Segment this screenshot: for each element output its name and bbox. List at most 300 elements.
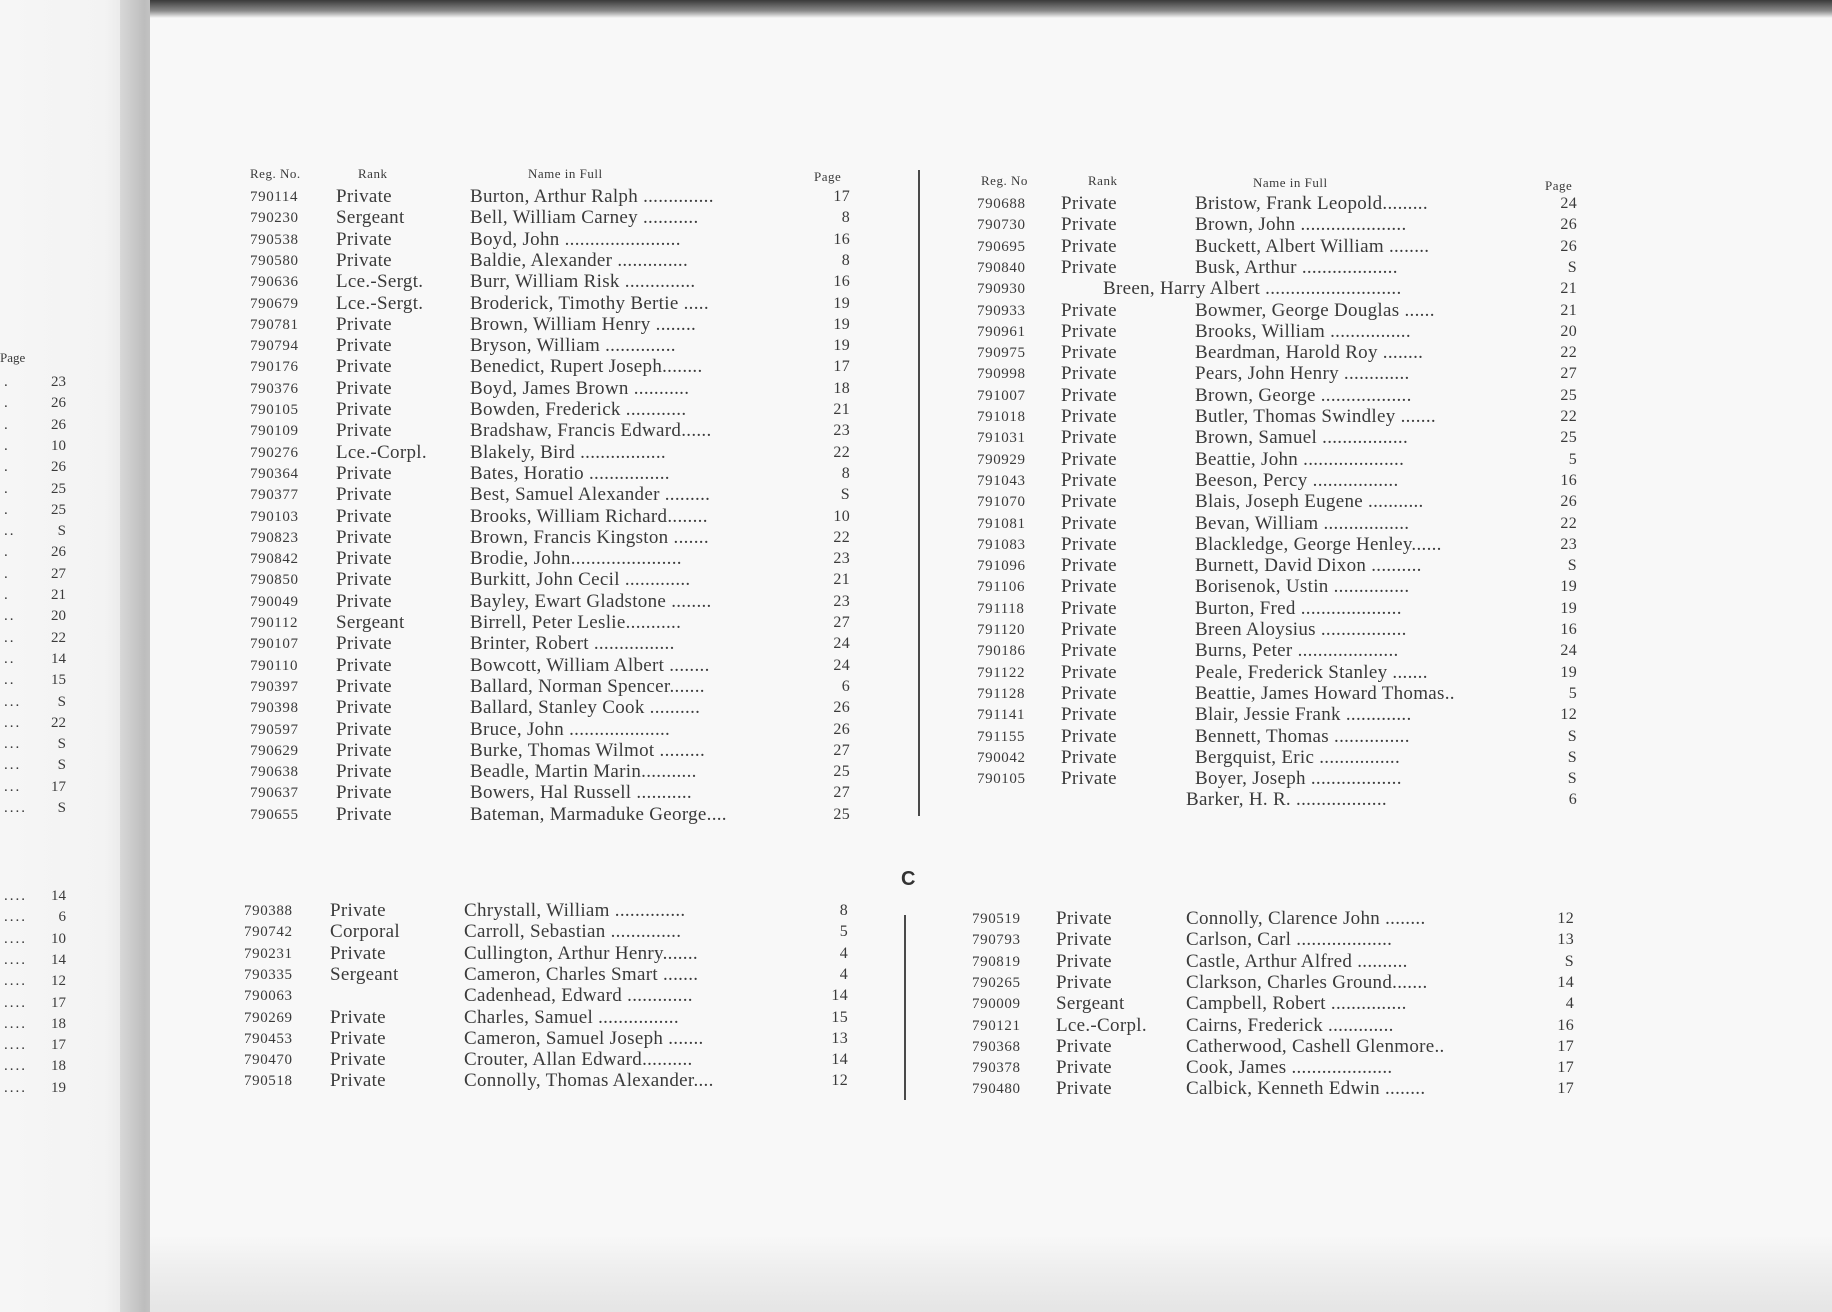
rank: Private [1061, 469, 1117, 491]
column-divider-c [904, 915, 906, 1100]
scan-edge-bottom [150, 1235, 1832, 1312]
roster-row [242, 1049, 848, 1070]
rank: Private [1056, 971, 1112, 993]
reg-number: 790063 [244, 988, 293, 1005]
rank: Private [1061, 555, 1117, 577]
reg-number: 790930 [977, 281, 1026, 298]
page-number: S [57, 757, 66, 774]
reg-number: 791122 [977, 664, 1026, 681]
reg-number: 790730 [977, 217, 1026, 234]
full-name: Blais, Joseph Eugene ........... [1195, 491, 1424, 513]
page-number: 17 [51, 994, 66, 1011]
reg-number: 790929 [977, 451, 1026, 468]
rank: Private [1061, 320, 1117, 342]
rank: Private [1061, 682, 1117, 704]
page-number: S [57, 693, 66, 710]
roster-row [973, 619, 1577, 640]
page-number: 19 [833, 294, 850, 312]
full-name: Burton, Arthur Ralph .............. [470, 186, 714, 207]
reg-number: 790793 [972, 932, 1021, 949]
previous-page-row [0, 630, 70, 651]
page-number: 23 [51, 374, 66, 390]
page-number: 25 [51, 480, 66, 497]
roster-row [248, 506, 850, 527]
full-name: Calbick, Kenneth Edwin ........ [1186, 1078, 1426, 1100]
reg-number: 790518 [244, 1073, 293, 1090]
reg-number: 790823 [250, 529, 299, 546]
full-name: Boyd, John ....................... [470, 228, 681, 250]
page-number: 26 [51, 416, 66, 433]
rank: Private [336, 186, 392, 207]
rank: Private [1061, 640, 1117, 662]
reg-number: 790470 [244, 1052, 293, 1069]
page-number: S [57, 736, 66, 753]
reg-number: 790636 [250, 274, 299, 291]
page-number: 19 [1560, 599, 1577, 617]
full-name: Cadenhead, Edward ............. [464, 985, 693, 1007]
reg-number: 790480 [972, 1081, 1021, 1098]
previous-page-row [0, 1037, 70, 1058]
rank: Private [1056, 950, 1112, 972]
page-number: 27 [1560, 365, 1577, 383]
reg-number: 790637 [250, 785, 299, 802]
reg-number: 790688 [977, 196, 1026, 212]
previous-page-row [0, 1016, 70, 1037]
rank: Sergeant [1056, 993, 1125, 1015]
page-number: 24 [833, 656, 850, 674]
previous-page-row [0, 566, 70, 587]
c-section-right [970, 908, 1582, 1108]
roster-row [970, 929, 1574, 950]
roster-row [970, 993, 1574, 1014]
rank: Private [1061, 491, 1117, 513]
rank: Private [330, 1006, 386, 1028]
full-name: Bryson, William .............. [470, 335, 676, 357]
full-name: Carlson, Carl ................... [1186, 929, 1393, 951]
column-divider-b [918, 170, 920, 816]
full-name: Burke, Thomas Wilmot ......... [470, 739, 705, 761]
page-number: 26 [51, 395, 66, 412]
roster-row [242, 985, 848, 1006]
page-number: 16 [833, 230, 850, 248]
rank: Private [330, 1070, 386, 1092]
roster-row [248, 655, 850, 676]
full-name: Cook, James .................... [1186, 1057, 1393, 1079]
full-name: Cairns, Frederick ............. [1186, 1014, 1394, 1036]
roster-row [973, 236, 1577, 257]
previous-page-row [0, 995, 70, 1016]
full-name: Brinter, Robert ................ [470, 633, 675, 655]
c-section-left [242, 900, 852, 1100]
reg-number: 790398 [250, 700, 299, 717]
page-number: 22 [51, 714, 66, 731]
page-number: 25 [1560, 429, 1577, 447]
page-number: 8 [841, 251, 850, 269]
full-name: Burkitt, John Cecil ............. [470, 569, 691, 591]
page-number: 21 [1560, 301, 1577, 319]
reg-no-header-right: Reg. No [981, 173, 1028, 188]
full-name: Brown, John ..................... [1195, 214, 1407, 236]
page-number: S [840, 486, 850, 504]
full-name: Broderick, Timothy Bertie ..... [470, 292, 709, 314]
roster-row [248, 356, 850, 377]
page-number: 21 [833, 401, 850, 418]
roster-row [248, 335, 850, 356]
page-number: 19 [833, 337, 850, 355]
rank: Private [336, 228, 392, 250]
page-number: 24 [833, 635, 850, 653]
roster-row [248, 378, 850, 399]
full-name: Blackledge, George Henley...... [1195, 533, 1442, 555]
page-number: 4 [839, 965, 848, 983]
reg-number: 790378 [972, 1060, 1021, 1077]
rank: Sergeant [336, 612, 405, 633]
full-name: Cullington, Arthur Henry....... [464, 942, 698, 964]
page-number: 25 [51, 501, 66, 518]
full-name: Bateman, Marmaduke George.... [470, 803, 727, 825]
rank: Lce.-Sergt. [336, 271, 424, 293]
page-number: 5 [1568, 684, 1577, 702]
full-name: Beattie, James Howard Thomas.. [1195, 682, 1455, 704]
roster-row [248, 527, 850, 548]
reg-number: 790840 [977, 259, 1026, 276]
leader-dots: . [4, 501, 10, 518]
full-name: Cameron, Charles Smart ....... [464, 963, 699, 985]
rank: Private [1061, 768, 1117, 790]
full-name: Burns, Peter .................... [1195, 640, 1399, 662]
rank: Private [336, 462, 392, 484]
roster-row [973, 321, 1577, 342]
page-number: 17 [51, 1037, 66, 1054]
reg-number: 790781 [250, 316, 299, 333]
roster-row [970, 1015, 1574, 1036]
roster-row [973, 534, 1577, 555]
page-number: 23 [833, 422, 850, 440]
full-name: Busk, Arthur ................... [1195, 256, 1398, 278]
roster-row [248, 719, 850, 740]
full-name: Borisenok, Ustin ............... [1195, 576, 1410, 598]
reg-number: 790107 [250, 636, 299, 653]
page-number: 13 [1557, 931, 1574, 949]
roster-row [973, 513, 1577, 534]
rank: Private [1061, 299, 1117, 321]
rank: Private [330, 942, 386, 964]
page-number: 26 [51, 544, 66, 561]
page-number: 16 [833, 273, 850, 291]
roster-row [248, 804, 850, 825]
full-name: Brooks, William Richard........ [470, 505, 708, 527]
previous-page-row [0, 417, 70, 438]
roster-row [248, 484, 850, 505]
roster-row [973, 278, 1577, 299]
rank: Private [1056, 1035, 1112, 1057]
page-number: 22 [1560, 408, 1577, 425]
reg-number: 791083 [977, 536, 1026, 553]
leader-dots: .. [4, 650, 16, 667]
leader-dots: ... [4, 757, 22, 774]
reg-number: 790377 [250, 487, 299, 504]
rank: Lce.-Corpl. [336, 441, 427, 463]
page-number: 20 [51, 608, 66, 625]
rank: Private [336, 590, 392, 612]
page-number: 5 [839, 923, 848, 941]
rank: Private [336, 548, 392, 570]
b-section-left [248, 166, 858, 846]
reg-number: 791155 [977, 728, 1026, 745]
page-number: 26 [51, 459, 66, 476]
rank: Lce.-Sergt. [336, 292, 424, 314]
previous-page-row [0, 523, 70, 544]
leader-dots: . [4, 437, 10, 454]
page-number: 26 [833, 699, 850, 717]
page-number: 14 [51, 650, 66, 667]
rank: Private [1061, 427, 1117, 449]
rank: Private [336, 697, 392, 719]
previous-page-row [0, 587, 70, 608]
rank: Private [1061, 533, 1117, 555]
rank: Private [336, 335, 392, 357]
reg-number: 790105 [250, 402, 299, 418]
rank: Private [1061, 725, 1117, 747]
roster-row [248, 293, 850, 314]
roster-row [973, 662, 1577, 683]
page-number: 17 [1557, 1080, 1574, 1098]
rank: Private [336, 718, 392, 740]
reg-number: 790042 [977, 749, 1026, 766]
reg-number: 790009 [972, 996, 1021, 1013]
rank: Private [1061, 448, 1117, 470]
roster-row [248, 569, 850, 590]
full-name: Connolly, Thomas Alexander.... [464, 1070, 714, 1092]
reg-number: 790842 [250, 551, 299, 568]
page-number: 19 [1560, 663, 1577, 681]
full-name: Burr, William Risk .............. [470, 271, 696, 293]
full-name: Charles, Samuel ................ [464, 1006, 679, 1028]
rank: Sergeant [336, 207, 405, 229]
reg-number: 791096 [977, 558, 1026, 575]
rank: Private [1061, 661, 1117, 683]
page-number: 17 [51, 778, 66, 795]
previous-page-row [0, 973, 70, 994]
leader-dots: . [4, 416, 10, 433]
previous-page-row [0, 800, 70, 821]
rank: Private [1061, 576, 1117, 598]
reg-number: 790519 [972, 911, 1021, 927]
leader-dots: .... [4, 800, 27, 816]
roster-row [973, 576, 1577, 597]
page-number: 4 [839, 944, 848, 962]
rank: Private [336, 675, 392, 697]
roster-row [248, 591, 850, 612]
roster-row [248, 463, 850, 484]
reg-number: 791007 [977, 387, 1026, 404]
reg-number: 790638 [250, 764, 299, 781]
reg-number: 790109 [250, 423, 299, 440]
previous-page-row [0, 374, 70, 395]
full-name: Chrystall, William .............. [464, 900, 686, 921]
rank: Private [1061, 235, 1117, 257]
leader-dots: .... [4, 930, 27, 947]
full-name: Brown, Samuel ................. [1195, 427, 1409, 449]
roster-row [248, 761, 850, 782]
page-number: 8 [841, 209, 850, 227]
rank: Private [336, 356, 392, 378]
leader-dots: . [4, 374, 10, 390]
page-number: 12 [1557, 910, 1574, 927]
reg-number: 790364 [250, 465, 299, 482]
page-number: 8 [839, 902, 848, 919]
roster-row [248, 633, 850, 654]
rank: Private [330, 1027, 386, 1049]
full-name: Carroll, Sebastian .............. [464, 921, 682, 943]
scan-edge-top [150, 0, 1832, 18]
roster-row [973, 449, 1577, 470]
page-number: 12 [831, 1072, 848, 1090]
reg-number: 790794 [250, 338, 299, 355]
full-name: Brown, William Henry ........ [470, 313, 697, 335]
roster-row [248, 442, 850, 463]
full-name: Ballard, Stanley Cook .......... [470, 697, 701, 719]
rank: Private [1061, 746, 1117, 768]
page-number: 26 [1560, 493, 1577, 511]
page-number: 25 [1560, 386, 1577, 404]
reg-number: 791128 [977, 685, 1026, 702]
full-name: Blair, Jessie Frank ............. [1195, 704, 1412, 726]
page-number: 12 [51, 973, 66, 990]
full-name: Brooks, William ................ [1195, 320, 1411, 342]
roster-row [973, 214, 1577, 235]
roster-row [970, 1078, 1574, 1099]
full-name: Bradshaw, Francis Edward...... [470, 420, 712, 442]
reg-number: 790975 [977, 345, 1026, 362]
full-name: Breen, Harry Albert ........................... [1103, 278, 1402, 300]
page-number: 27 [833, 741, 850, 759]
full-name: Bennett, Thomas ............... [1195, 725, 1410, 747]
page-number: 19 [51, 1079, 66, 1096]
leader-dots: ... [4, 736, 22, 753]
page-number: 16 [1560, 621, 1577, 638]
roster-row [248, 186, 850, 207]
page-number: 25 [833, 763, 850, 781]
page-number: 21 [833, 571, 850, 589]
reg-number: 790742 [244, 924, 293, 941]
full-name: Butler, Thomas Swindley ....... [1195, 406, 1436, 427]
rank: Sergeant [330, 963, 399, 985]
page-number: S [57, 523, 66, 540]
roster-row [248, 612, 850, 633]
roster-row [248, 207, 850, 228]
page-number: 14 [51, 951, 66, 968]
reg-number: 790388 [244, 903, 293, 919]
rank: Private [1056, 908, 1112, 929]
full-name: Bowcott, William Albert ........ [470, 654, 710, 676]
previous-page-row [0, 694, 70, 715]
previous-page-row [0, 715, 70, 736]
rank: Private [336, 399, 392, 420]
rank: Private [336, 484, 392, 506]
reg-number: 790850 [250, 572, 299, 589]
leader-dots: .... [4, 951, 27, 968]
page-number: 6 [841, 677, 850, 695]
rank: Private [1061, 704, 1117, 726]
page-number: 17 [1557, 1037, 1574, 1055]
rank: Private [336, 526, 392, 548]
page-number: 27 [833, 614, 850, 631]
full-name: Bowers, Hal Russell ........... [470, 782, 692, 804]
rank: Private [1056, 1057, 1112, 1079]
roster-row [242, 943, 848, 964]
reg-number: 790265 [972, 974, 1021, 991]
page-number: 22 [1560, 514, 1577, 532]
page-number: 15 [831, 1008, 848, 1026]
page-number: 16 [1557, 1016, 1574, 1034]
previous-page-row [0, 544, 70, 565]
roster-row [973, 683, 1577, 704]
page-number: 26 [833, 720, 850, 738]
roster-row [973, 598, 1577, 619]
leader-dots: . [4, 480, 10, 497]
page-number: 8 [841, 464, 850, 482]
leader-dots: .. [4, 629, 16, 646]
previous-page-row [0, 909, 70, 930]
rank: Private [336, 803, 392, 825]
roster-row [248, 697, 850, 718]
reg-number: 791043 [977, 472, 1026, 489]
page-number: 10 [51, 930, 66, 947]
page-number: 26 [1560, 237, 1577, 255]
full-name: Brown, Francis Kingston ....... [470, 526, 709, 548]
full-name: Brodie, John...................... [470, 548, 682, 570]
name-header-right: Name in Full [1253, 175, 1328, 190]
full-name: Pears, John Henry ............. [1195, 363, 1410, 385]
rank: Private [1061, 256, 1117, 278]
leader-dots: .. [4, 608, 16, 625]
page-number: S [57, 800, 66, 816]
roster-row [248, 420, 850, 441]
page-number: S [1567, 748, 1577, 766]
full-name: Catherwood, Cashell Glenmore.. [1186, 1035, 1445, 1057]
reg-number: 791031 [977, 430, 1026, 447]
rank: Private [336, 420, 392, 442]
page-number: 21 [51, 587, 66, 603]
section-letter-c: C [901, 868, 916, 890]
page-number: 13 [831, 1029, 848, 1047]
page-number: 14 [831, 1051, 848, 1069]
roster-row [242, 1028, 848, 1049]
rank: Private [336, 654, 392, 676]
full-name: Best, Samuel Alexander ......... [470, 484, 711, 506]
page-number: 4 [1565, 995, 1574, 1013]
roster-row [248, 250, 850, 271]
full-name: Beeson, Percy ................. [1195, 469, 1399, 491]
roster-row [970, 972, 1574, 993]
reg-number: 790110 [250, 657, 299, 674]
roster-row [973, 491, 1577, 512]
leader-dots: .... [4, 888, 27, 904]
full-name: Bates, Horatio ................ [470, 462, 670, 484]
rank: Private [336, 505, 392, 527]
rank: Private [336, 313, 392, 335]
leader-dots: ... [4, 778, 22, 795]
reg-number: 790105 [977, 771, 1026, 788]
full-name: Peale, Frederick Stanley ....... [1195, 661, 1428, 683]
page-number: 22 [51, 629, 66, 646]
leader-dots: . [4, 459, 10, 476]
roster-row [973, 726, 1577, 747]
rank: Private [336, 249, 392, 271]
full-name: Ballard, Norman Spencer....... [470, 675, 705, 697]
page-number: 25 [833, 805, 850, 823]
